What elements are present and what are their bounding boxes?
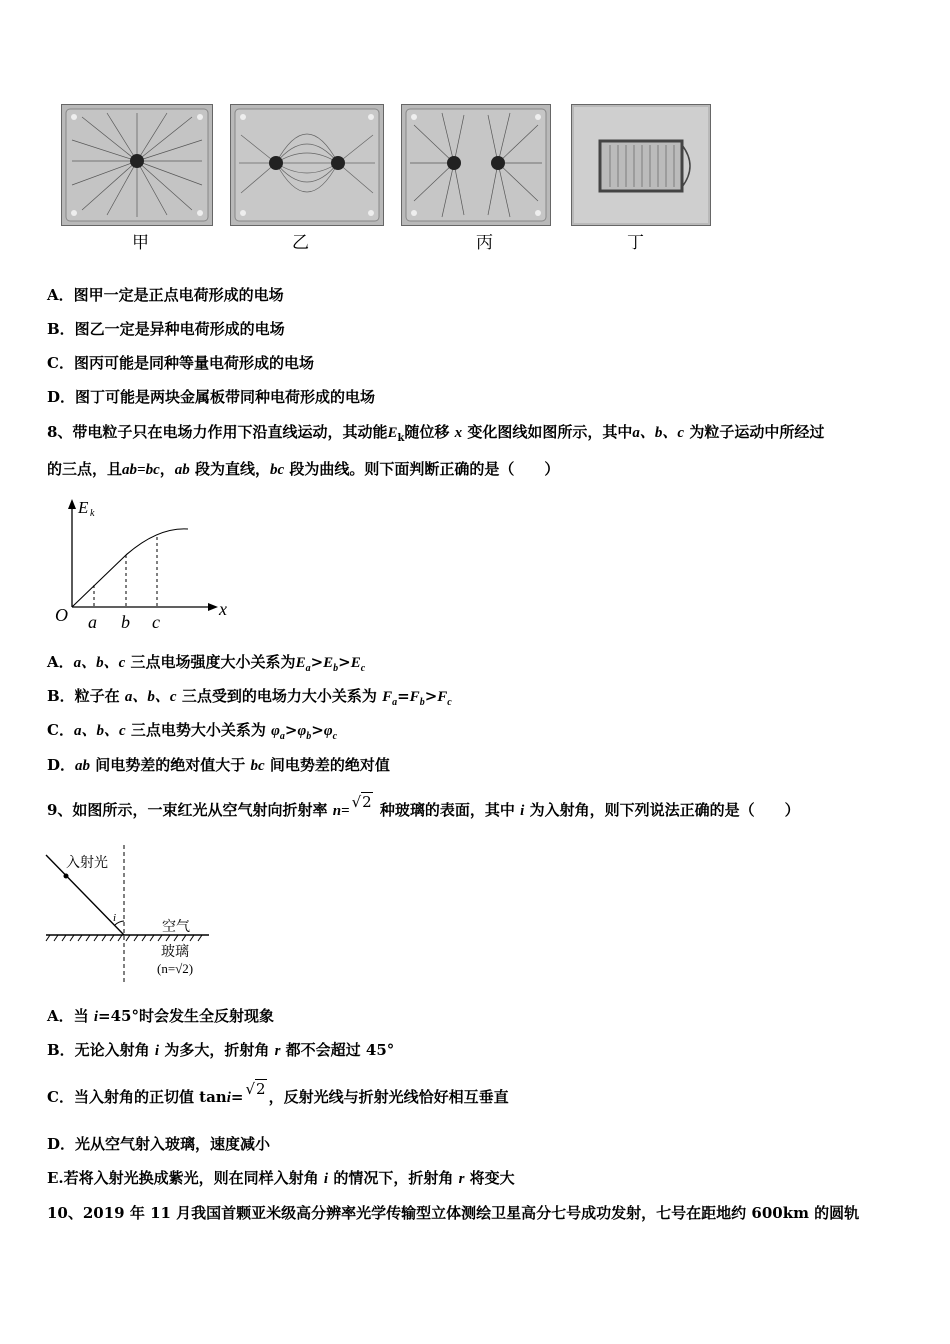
q9-option-e: E.若将入射光换成紫光，则在同样入射角 i 的情况下，折射角 r 将变大 <box>47 1169 515 1187</box>
caption-yi: 乙 <box>292 233 309 253</box>
q8-option-c: C．a、b、c 三点电势大小关系为 $\varphi_a>\varphi_b>\varphi_c$ <box>47 721 338 742</box>
q9-option-d: D．光从空气射入玻璃，速度减小 <box>47 1135 271 1153</box>
figure-bing <box>401 104 551 226</box>
figure-ding <box>571 104 711 226</box>
q7-option-b: B．图乙一定是异种电荷形成的电场 <box>47 320 285 338</box>
refraction-diagram <box>44 845 214 985</box>
q9-stem: 9、如图所示，一束红光从空气射向折射率 n= √2 种玻璃的表面，其中 i 为入射角，则下列说法正确的是（ ） <box>47 793 800 819</box>
caption-ding: 丁 <box>627 233 644 253</box>
q8-option-b: B．粒子在 a、b、c 三点受到的电场力大小关系为 $F_a=F_b>F_c$ <box>47 687 452 708</box>
q7-option-a: A．图甲一定是正点电荷形成的电场 <box>47 286 284 304</box>
sqrt-2-option-c: √2 <box>245 1080 266 1098</box>
caption-jia: 甲 <box>132 233 149 253</box>
figure-yi <box>230 104 384 226</box>
graph-xlabel: x <box>219 599 227 619</box>
graph-ylabel: E <box>78 498 89 517</box>
q7-option-c: C．图丙可能是同种等量电荷形成的电场 <box>47 354 314 372</box>
sqrt-2: √2 <box>351 793 372 811</box>
q10-stem: 10、2019 年 11 月我国首颗亚米级高分辨率光学传输型立体测绘卫星高分七号成功发射，七号在距地约 600km 的圆轨 <box>47 1204 860 1222</box>
graph-tick-a: a <box>88 612 97 632</box>
label-glass: 玻璃 <box>161 944 189 960</box>
graph-origin: O <box>55 605 68 625</box>
q9-option-b: B．无论入射角 i 为多大，折射角 r 都不会超过 45° <box>47 1041 395 1059</box>
label-angle-i: i <box>113 912 117 924</box>
q8-option-a: A．a、b、c 三点电场强度大小关系为$E_a>E_b>E_c$ <box>47 653 366 674</box>
ek-x-graph <box>48 495 238 635</box>
label-air: 空气 <box>162 919 190 935</box>
q9-option-a: A．当 i=45°时会发生全反射现象 <box>47 1007 274 1025</box>
graph-tick-c: c <box>152 612 160 632</box>
label-incident: 入射光 <box>66 855 108 871</box>
q8-stem-line1: 8、带电粒子只在电场力作用下沿直线运动，其动能$E_k$随位移 x 变化图线如图所示，其中a、b、c 为粒子运动中所经过 <box>47 423 825 444</box>
figure-jia <box>61 104 213 226</box>
q7-option-d: D．图丁可能是两块金属板带同种电荷形成的电场 <box>47 388 376 406</box>
label-n: (n=√2) <box>157 961 194 976</box>
graph-ylabel-sub: k <box>90 508 95 519</box>
caption-bing: 丙 <box>476 233 493 253</box>
q8-stem-line2: 的三点，且ab=bc，ab 段为直线，bc 段为曲线。则下面判断正确的是（ ） <box>47 460 560 478</box>
q9-option-c: C．当入射角的正切值 tani= √2 ，反射光线与折射光线恰好相互垂直 <box>47 1080 509 1106</box>
graph-tick-b: b <box>121 612 130 632</box>
q8-option-d: D．ab 间电势差的绝对值大于 bc 间电势差的绝对值 <box>47 756 390 774</box>
